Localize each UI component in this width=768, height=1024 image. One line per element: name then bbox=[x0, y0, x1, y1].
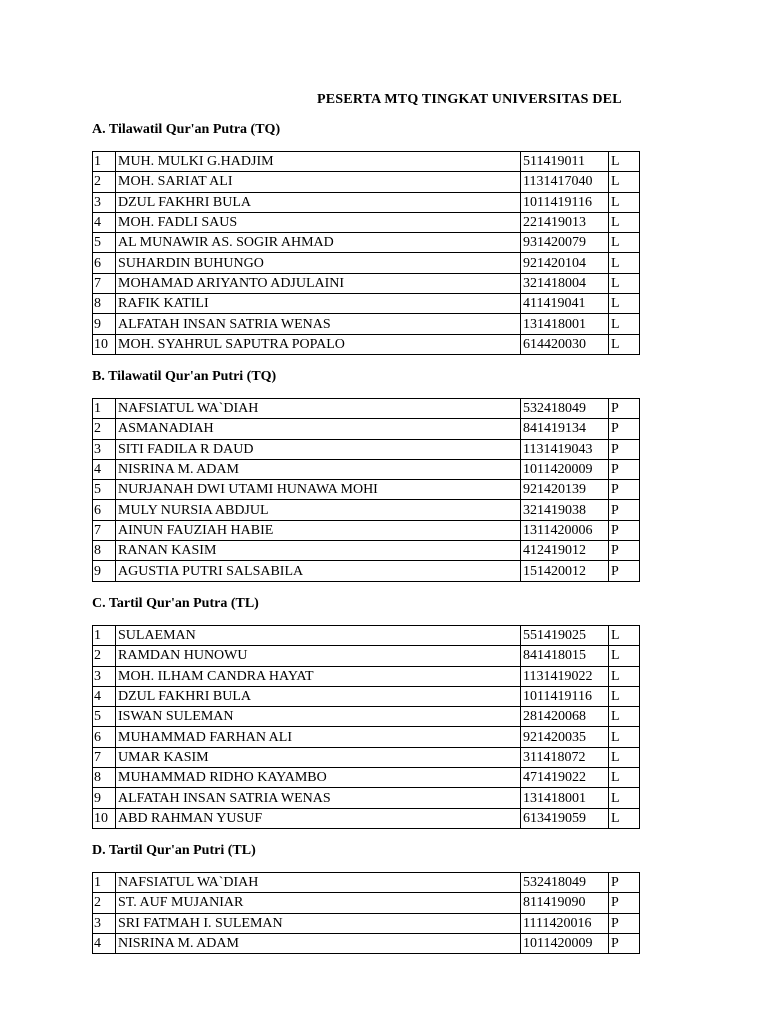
table-row bbox=[93, 399, 640, 419]
student-id: 311418072 bbox=[521, 747, 609, 767]
gender: P bbox=[609, 893, 640, 913]
table-row bbox=[93, 707, 640, 727]
participant-name: MOH. SYAHRUL SAPUTRA POPALO bbox=[116, 334, 521, 354]
student-id: 511419011 bbox=[521, 152, 609, 172]
gender: P bbox=[609, 520, 640, 540]
table-row bbox=[93, 808, 640, 828]
participant-name: MUHAMMAD RIDHO KAYAMBO bbox=[116, 768, 521, 788]
table-row bbox=[93, 747, 640, 767]
row-number: 3 bbox=[93, 913, 116, 933]
gender: L bbox=[609, 727, 640, 747]
row-number: 4 bbox=[93, 933, 116, 953]
participant-name: AGUSTIA PUTRI SALSABILA bbox=[116, 561, 521, 581]
participant-name: ABD RAHMAN YUSUF bbox=[116, 808, 521, 828]
gender: P bbox=[609, 419, 640, 439]
student-id: 532418049 bbox=[521, 399, 609, 419]
row-number: 7 bbox=[93, 520, 116, 540]
table-row bbox=[93, 933, 640, 953]
gender: L bbox=[609, 233, 640, 253]
gender: L bbox=[609, 788, 640, 808]
row-number: 4 bbox=[93, 459, 116, 479]
participant-name: AL MUNAWIR AS. SOGIR AHMAD bbox=[116, 233, 521, 253]
row-number: 4 bbox=[93, 212, 116, 232]
participant-name: NAFSIATUL WA`DIAH bbox=[116, 399, 521, 419]
participants-table bbox=[92, 398, 640, 582]
participant-name: SULAEMAN bbox=[116, 626, 521, 646]
table-row bbox=[93, 172, 640, 192]
row-number: 1 bbox=[93, 399, 116, 419]
table-row bbox=[93, 873, 640, 893]
participant-name: RAFIK KATILI bbox=[116, 294, 521, 314]
gender: L bbox=[609, 626, 640, 646]
participant-name: MOHAMAD ARIYANTO ADJULAINI bbox=[116, 273, 521, 293]
student-id: 841419134 bbox=[521, 419, 609, 439]
table-row bbox=[93, 893, 640, 913]
row-number: 2 bbox=[93, 172, 116, 192]
row-number: 2 bbox=[93, 893, 116, 913]
row-number: 2 bbox=[93, 419, 116, 439]
student-id: 131418001 bbox=[521, 788, 609, 808]
gender: L bbox=[609, 253, 640, 273]
student-id: 1131419022 bbox=[521, 666, 609, 686]
student-id: 841418015 bbox=[521, 646, 609, 666]
student-id: 321419038 bbox=[521, 500, 609, 520]
gender: L bbox=[609, 808, 640, 828]
gender: L bbox=[609, 747, 640, 767]
participant-name: UMAR KASIM bbox=[116, 747, 521, 767]
gender: L bbox=[609, 314, 640, 334]
student-id: 131418001 bbox=[521, 314, 609, 334]
participant-name: RAMDAN HUNOWU bbox=[116, 646, 521, 666]
table-row bbox=[93, 768, 640, 788]
gender: L bbox=[609, 768, 640, 788]
gender: L bbox=[609, 273, 640, 293]
participant-name: NISRINA M. ADAM bbox=[116, 933, 521, 953]
table-row bbox=[93, 727, 640, 747]
gender: L bbox=[609, 334, 640, 354]
student-id: 1011419116 bbox=[521, 192, 609, 212]
student-id: 613419059 bbox=[521, 808, 609, 828]
student-id: 321418004 bbox=[521, 273, 609, 293]
participant-name: ALFATAH INSAN SATRIA WENAS bbox=[116, 314, 521, 334]
row-number: 3 bbox=[93, 192, 116, 212]
student-id: 221419013 bbox=[521, 212, 609, 232]
participant-name: NISRINA M. ADAM bbox=[116, 459, 521, 479]
gender: L bbox=[609, 294, 640, 314]
gender: P bbox=[609, 933, 640, 953]
table-row bbox=[93, 480, 640, 500]
row-number: 7 bbox=[93, 747, 116, 767]
participant-name: MUH. MULKI G.HADJIM bbox=[116, 152, 521, 172]
student-id: 921420139 bbox=[521, 480, 609, 500]
table-row bbox=[93, 334, 640, 354]
participants-table bbox=[92, 151, 640, 355]
row-number: 8 bbox=[93, 294, 116, 314]
row-number: 3 bbox=[93, 666, 116, 686]
table-row bbox=[93, 520, 640, 540]
participant-name: SRI FATMAH I. SULEMAN bbox=[116, 913, 521, 933]
gender: P bbox=[609, 399, 640, 419]
gender: P bbox=[609, 459, 640, 479]
gender: P bbox=[609, 541, 640, 561]
participant-name: ST. AUF MUJANIAR bbox=[116, 893, 521, 913]
table-row bbox=[93, 233, 640, 253]
row-number: 5 bbox=[93, 233, 116, 253]
gender: L bbox=[609, 152, 640, 172]
gender: P bbox=[609, 439, 640, 459]
row-number: 4 bbox=[93, 686, 116, 706]
row-number: 3 bbox=[93, 439, 116, 459]
table-row bbox=[93, 314, 640, 334]
participant-name: ALFATAH INSAN SATRIA WENAS bbox=[116, 788, 521, 808]
student-id: 614420030 bbox=[521, 334, 609, 354]
section-heading: C. Tartil Qur'an Putra (TL) bbox=[92, 596, 259, 611]
row-number: 7 bbox=[93, 273, 116, 293]
participants-table bbox=[92, 872, 640, 954]
table-row bbox=[93, 788, 640, 808]
section-heading: B. Tilawatil Qur'an Putri (TQ) bbox=[92, 369, 277, 384]
row-number: 1 bbox=[93, 873, 116, 893]
table-row bbox=[93, 294, 640, 314]
table-row bbox=[93, 626, 640, 646]
participant-name: RANAN KASIM bbox=[116, 541, 521, 561]
table-row bbox=[93, 459, 640, 479]
table-row bbox=[93, 666, 640, 686]
row-number: 5 bbox=[93, 707, 116, 727]
gender: L bbox=[609, 646, 640, 666]
student-id: 1111420016 bbox=[521, 913, 609, 933]
student-id: 532418049 bbox=[521, 873, 609, 893]
gender: P bbox=[609, 913, 640, 933]
section-c bbox=[92, 595, 640, 829]
section-b bbox=[92, 368, 640, 582]
table-row bbox=[93, 541, 640, 561]
table-row bbox=[93, 253, 640, 273]
row-number: 6 bbox=[93, 727, 116, 747]
gender: P bbox=[609, 873, 640, 893]
section-a bbox=[92, 121, 640, 355]
student-id: 1011420009 bbox=[521, 933, 609, 953]
table-row bbox=[93, 152, 640, 172]
participant-name: SITI FADILA R DAUD bbox=[116, 439, 521, 459]
table-row bbox=[93, 439, 640, 459]
row-number: 5 bbox=[93, 480, 116, 500]
section-d bbox=[92, 842, 640, 954]
participant-name: NURJANAH DWI UTAMI HUNAWA MOHI bbox=[116, 480, 521, 500]
student-id: 811419090 bbox=[521, 893, 609, 913]
row-number: 9 bbox=[93, 314, 116, 334]
student-id: 931420079 bbox=[521, 233, 609, 253]
student-id: 1131417040 bbox=[521, 172, 609, 192]
student-id: 411419041 bbox=[521, 294, 609, 314]
row-number: 6 bbox=[93, 253, 116, 273]
table-row bbox=[93, 561, 640, 581]
student-id: 921420035 bbox=[521, 727, 609, 747]
table-row bbox=[93, 500, 640, 520]
student-id: 471419022 bbox=[521, 768, 609, 788]
student-id: 1131419043 bbox=[521, 439, 609, 459]
gender: L bbox=[609, 212, 640, 232]
table-row bbox=[93, 646, 640, 666]
row-number: 10 bbox=[93, 808, 116, 828]
row-number: 1 bbox=[93, 152, 116, 172]
participant-name: MUHAMMAD FARHAN ALI bbox=[116, 727, 521, 747]
gender: P bbox=[609, 561, 640, 581]
row-number: 6 bbox=[93, 500, 116, 520]
student-id: 412419012 bbox=[521, 541, 609, 561]
gender: P bbox=[609, 500, 640, 520]
student-id: 1011419116 bbox=[521, 686, 609, 706]
row-number: 9 bbox=[93, 561, 116, 581]
gender: L bbox=[609, 707, 640, 727]
gender: L bbox=[609, 192, 640, 212]
participant-name: MOH. ILHAM CANDRA HAYAT bbox=[116, 666, 521, 686]
table-row bbox=[93, 212, 640, 232]
participant-name: SUHARDIN BUHUNGO bbox=[116, 253, 521, 273]
row-number: 2 bbox=[93, 646, 116, 666]
table-row bbox=[93, 273, 640, 293]
student-id: 921420104 bbox=[521, 253, 609, 273]
participants-table bbox=[92, 625, 640, 829]
gender: L bbox=[609, 172, 640, 192]
participant-name: MOH. SARIAT ALI bbox=[116, 172, 521, 192]
participant-name: MULY NURSIA ABDJUL bbox=[116, 500, 521, 520]
gender: P bbox=[609, 480, 640, 500]
participant-name: ASMANADIAH bbox=[116, 419, 521, 439]
student-id: 151420012 bbox=[521, 561, 609, 581]
table-row bbox=[93, 192, 640, 212]
row-number: 10 bbox=[93, 334, 116, 354]
row-number: 1 bbox=[93, 626, 116, 646]
participant-name: AINUN FAUZIAH HABIE bbox=[116, 520, 521, 540]
participant-name: DZUL FAKHRI BULA bbox=[116, 686, 521, 706]
student-id: 1311420006 bbox=[521, 520, 609, 540]
table-row bbox=[93, 913, 640, 933]
table-row bbox=[93, 686, 640, 706]
table-row bbox=[93, 419, 640, 439]
gender: L bbox=[609, 686, 640, 706]
row-number: 9 bbox=[93, 788, 116, 808]
student-id: 551419025 bbox=[521, 626, 609, 646]
row-number: 8 bbox=[93, 541, 116, 561]
student-id: 1011420009 bbox=[521, 459, 609, 479]
participant-name: NAFSIATUL WA`DIAH bbox=[116, 873, 521, 893]
student-id: 281420068 bbox=[521, 707, 609, 727]
section-heading: D. Tartil Qur'an Putri (TL) bbox=[92, 843, 256, 858]
participant-name: ISWAN SULEMAN bbox=[116, 707, 521, 727]
participant-name: DZUL FAKHRI BULA bbox=[116, 192, 521, 212]
page-title: PESERTA MTQ TINGKAT UNIVERSITAS DEL bbox=[317, 92, 622, 107]
participant-name: MOH. FADLI SAUS bbox=[116, 212, 521, 232]
gender: L bbox=[609, 666, 640, 686]
section-heading: A. Tilawatil Qur'an Putra (TQ) bbox=[92, 122, 281, 137]
row-number: 8 bbox=[93, 768, 116, 788]
